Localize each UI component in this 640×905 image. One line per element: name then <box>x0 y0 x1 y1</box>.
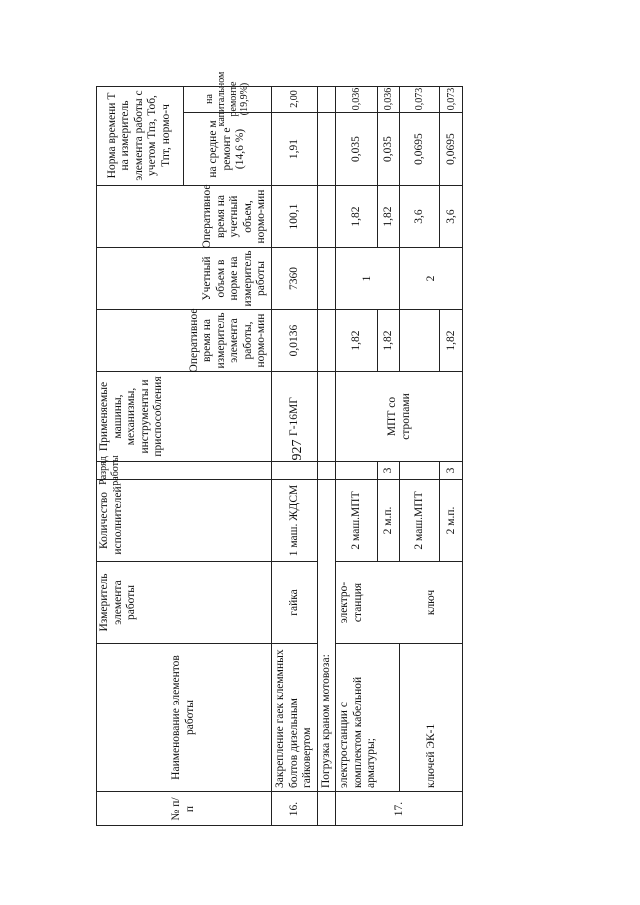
row17-norm-average: 0,035 <box>378 112 400 185</box>
header-op-time-volume: Оперативное время на учетный объем, нормо-мин <box>96 185 272 247</box>
row17-op-time: 1,82 <box>336 309 378 371</box>
row17-workers: 2 маш.МПТ <box>336 479 378 561</box>
row17-norm-capital: 0,036 <box>336 86 378 112</box>
row17-op-time: 1,82 <box>378 309 400 371</box>
row16-num: 16. <box>272 791 318 826</box>
row17-norm-average: 0,0695 <box>440 112 463 185</box>
row16-norm-average: 1,91 <box>272 112 318 185</box>
header-workers: Количество исполнителей <box>96 479 272 561</box>
section-title: Погрузка краном мотовоза: <box>318 479 336 791</box>
row17-workers: 2 маш.МПТ <box>400 479 440 561</box>
row17-op-time: 1,82 <box>440 309 463 371</box>
norms-table <box>96 71 463 826</box>
header-volume: Учетный объем в норме на измеритель работы <box>96 247 272 309</box>
row17-norm-capital: 0,073 <box>400 86 440 112</box>
row17-op-time-volume: 1,82 <box>336 185 378 247</box>
row16-volume: 7360 <box>272 247 318 309</box>
section-blank-5 <box>318 185 336 247</box>
row17-op-time-volume: 3,6 <box>440 185 463 247</box>
header-num: № п/п <box>96 791 272 826</box>
row16-machines: Г-16МГ <box>272 371 318 461</box>
section-blank-3 <box>318 309 336 371</box>
row17-norm-capital: 0,073 <box>445 87 457 111</box>
row16-workers: 1 маш. ЖДСМ <box>272 479 318 561</box>
row16-grade <box>272 461 318 479</box>
row17-meter-a: электро-станция <box>336 561 400 643</box>
row17-name-a: электростанции с комплектом кабельной арматуры; <box>336 643 400 791</box>
section-blank-4 <box>318 247 336 309</box>
row17-op-time <box>400 309 440 371</box>
header-machines: Применяемые машины, механизмы, инструменты и приспособления <box>96 371 272 461</box>
header-name: Наименование элементов работы <box>96 643 272 791</box>
section-blank-1 <box>318 461 336 479</box>
section-blank-2 <box>318 371 336 461</box>
row17-grade <box>400 461 440 479</box>
row17-norm-average: 0,0695 <box>400 112 440 185</box>
page-number: 927 <box>290 439 305 461</box>
row17-op-time-volume: 1,82 <box>378 185 400 247</box>
section-num-blank <box>318 791 336 826</box>
row17-workers: 2 м.п. <box>378 479 400 561</box>
row17-grade <box>336 461 378 479</box>
row17-grade: 3 <box>440 461 463 479</box>
row17-norm-average: 0,035 <box>336 112 378 185</box>
row17-volume-b: 2 <box>400 247 463 309</box>
row17-op-time-volume: 3,6 <box>400 185 440 247</box>
row17-volume-a: 1 <box>336 247 400 309</box>
row17-meter-b: ключ <box>400 561 463 643</box>
section-blank-6 <box>318 112 336 185</box>
row17-num: 17. <box>336 791 463 826</box>
header-norm-capital-repair: на капитальном ремонте (19,9%) <box>184 86 272 112</box>
header-grade: Разряд работы <box>96 461 272 479</box>
row16-op-time-volume: 100,1 <box>272 185 318 247</box>
row17-name-b: ключей ЭК-1 <box>400 643 463 791</box>
row16-norm-capital: 2,00 <box>272 86 318 112</box>
header-meter: Измеритель элемента работы <box>96 561 272 643</box>
row16-op-time: 0,0136 <box>272 309 318 371</box>
row17-workers: 2 м.п. <box>440 479 463 561</box>
header-norm-group: Норма времени Т на измеритель элемента работы с учетом Тпз, Тоб, Тпт, нормо-ч <box>96 86 184 185</box>
row17-machines: МПТ со стропами <box>336 371 463 461</box>
row17-grade: 3 <box>378 461 400 479</box>
header-norm-average-repair: на средне м ремонт е (14,6 %) <box>184 112 272 185</box>
section-blank-7 <box>318 86 336 112</box>
header-op-time: Оперативное время на измеритель элемента работы, нормо-мин <box>96 309 272 371</box>
row16-name: Закрепление гаек клеммных болтов дизельным гайковертом <box>272 643 318 791</box>
row17-norm-capital: 0,036 <box>378 86 400 112</box>
row16-meter: гайка <box>272 561 318 643</box>
